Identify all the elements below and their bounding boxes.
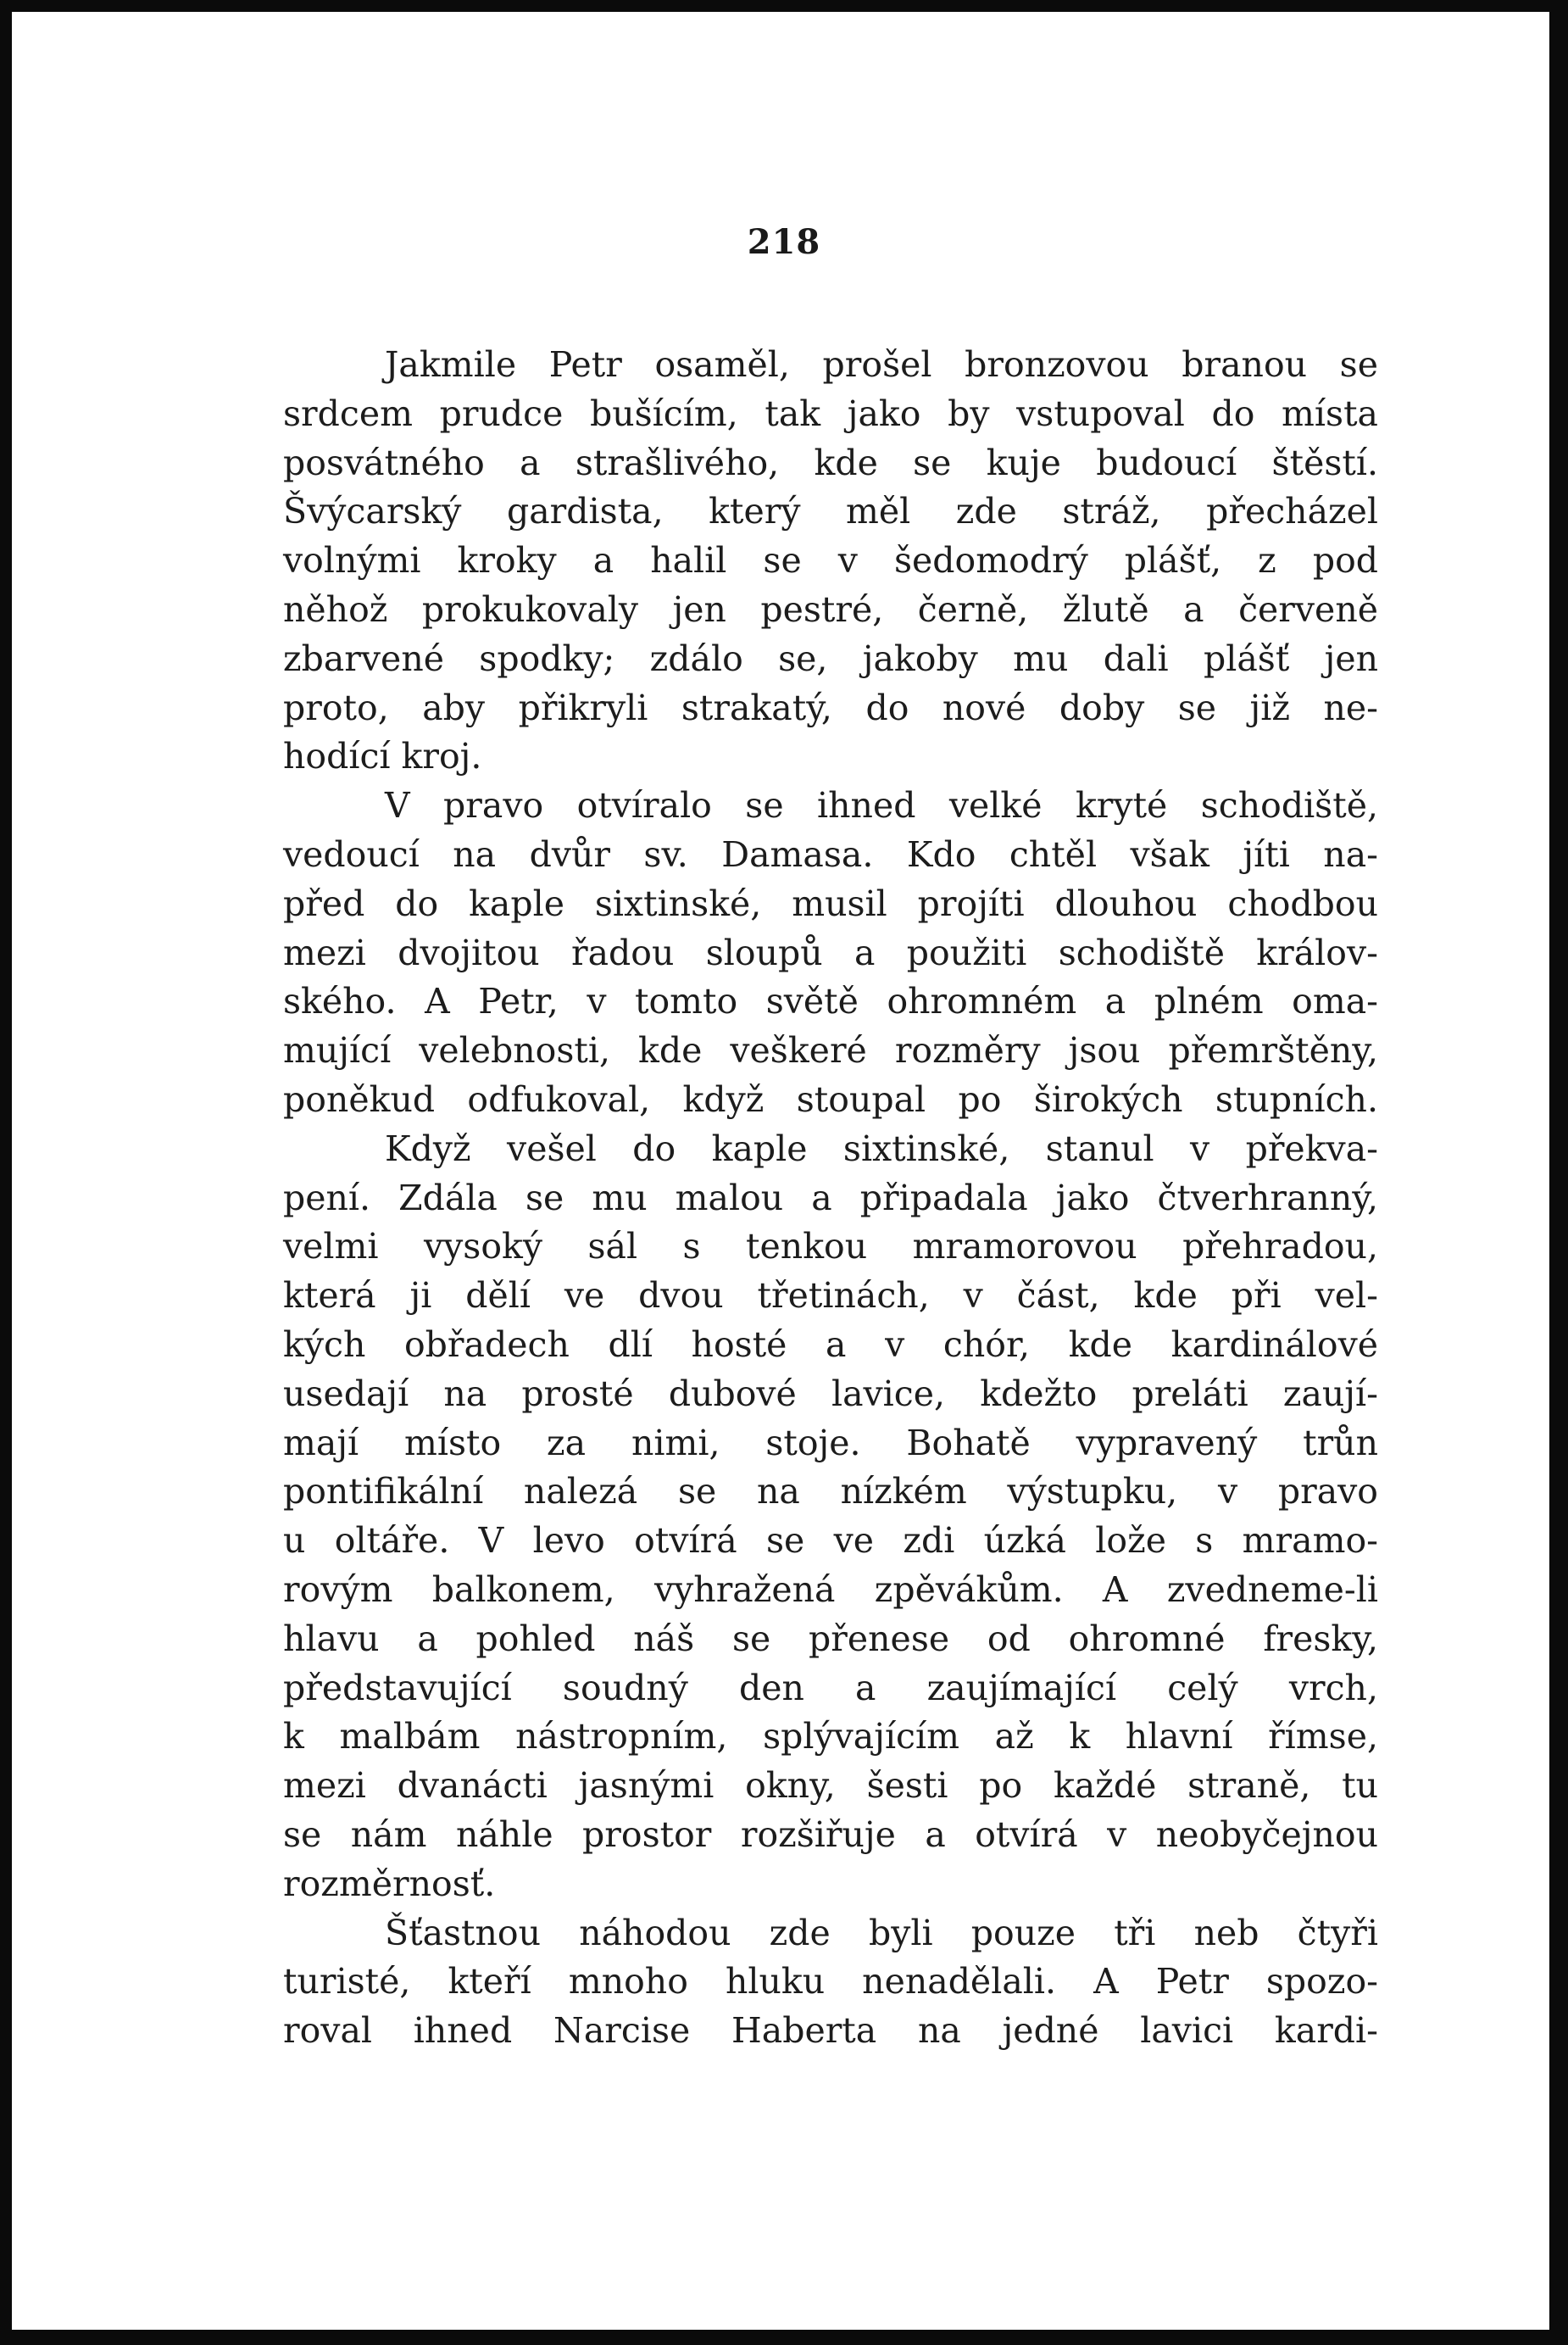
text-line: pontifikální nalezá se na nízkém výstupku, v pravo — [283, 1471, 1378, 1512]
page-number: 218 — [747, 222, 821, 262]
text-line: Švýcarský gardista, který měl zde stráž, přecházel — [283, 491, 1378, 532]
text-line: srdcem prudce bušícím, tak jako by vstupoval do místa — [283, 393, 1378, 434]
scan-edge-left — [0, 0, 12, 2345]
text-line: Jakmile Petr osaměl, prošel bronzovou branou se — [385, 344, 1378, 385]
text-line: Když vešel do kaple sixtinské, stanul v překva- — [385, 1128, 1378, 1169]
text-line: roval ihned Narcise Haberta na jedné lavici kardi- — [283, 2010, 1378, 2052]
text-line: pení. Zdála se mu malou a připadala jako čtverhranný, — [283, 1177, 1378, 1218]
text-line: mující velebnosti, kde veškeré rozměry jsou přemrštěny, — [283, 1030, 1378, 1072]
text-line: mezi dvanácti jasnými okny, šesti po každé straně, tu — [283, 1765, 1378, 1807]
text-line: něhož prokukovaly jen pestré, černě, žlutě a červeně — [283, 588, 1378, 630]
text-line: rozměrnosť. — [283, 1863, 496, 1904]
text-line: u oltáře. V levo otvírá se ve zdi úzká lože s mramo- — [283, 1520, 1378, 1562]
text-line: hlavu a pohled náš se přenese od ohromné fresky, — [283, 1618, 1378, 1659]
text-line: proto, aby přikryli strakatý, do nové doby se již ne- — [283, 687, 1378, 728]
scan-edge-bottom — [0, 2330, 1568, 2345]
text-line: před do kaple sixtinské, musil projíti dlouhou chodbou — [283, 883, 1378, 924]
text-line: usedají na prosté dubové lavice, kdežto preláti zaují- — [283, 1373, 1378, 1414]
text-line: kých obřadech dlí hosté a v chór, kde kardinálové — [283, 1323, 1378, 1365]
text-line: zbarvené spodky; zdálo se, jakoby mu dali plášť jen — [283, 638, 1378, 679]
text-line: rovým balkonem, vyhražená zpěvákům. A zvedneme-li — [283, 1568, 1378, 1610]
text-line: poněkud odfukoval, když stoupal po širokých stupních. — [283, 1078, 1378, 1120]
text-line: mezi dvojitou řadou sloupů a použiti schodiště králov- — [283, 932, 1378, 973]
body-text — [283, 341, 1378, 2056]
text-line: V pravo otvíralo se ihned velké kryté schodiště, — [385, 785, 1378, 827]
text-line: vedoucí na dvůr sv. Damasa. Kdo chtěl však jíti na- — [283, 833, 1378, 875]
scan-edge-top — [0, 0, 1568, 12]
text-line: ského. A Petr, v tomto světě ohromném a plném oma- — [283, 981, 1378, 1022]
text-line: která ji dělí ve dvou třetinách, v část, kde při vel- — [283, 1275, 1378, 1317]
text-line: velmi vysoký sál s tenkou mramorovou přehradou, — [283, 1226, 1378, 1267]
text-line: představující soudný den a zaujímající celý vrch, — [283, 1667, 1378, 1708]
text-line: hodící kroj. — [283, 736, 482, 777]
text-line: volnými kroky a halil se v šedomodrý plášť, z pod — [283, 540, 1378, 582]
text-line: turisté, kteří mnoho hluku nenadělali. A Petr spozo- — [283, 1961, 1378, 2002]
text-line: k malbám nástropním, splývajícím až k hlavní římse, — [283, 1716, 1378, 1757]
text-line: se nám náhle prostor rozšiřuje a otvírá v neobyčejnou — [283, 1813, 1378, 1855]
text-line: Šťastnou náhodou zde byli pouze tři neb čtyři — [385, 1912, 1378, 1953]
scan-edge-right — [1549, 0, 1568, 2345]
text-line: posvátného a strašlivého, kde se kuje budoucí štěstí. — [283, 442, 1378, 483]
text-line: mají místo za nimi, stoje. Bohatě vypravený trůn — [283, 1422, 1378, 1463]
